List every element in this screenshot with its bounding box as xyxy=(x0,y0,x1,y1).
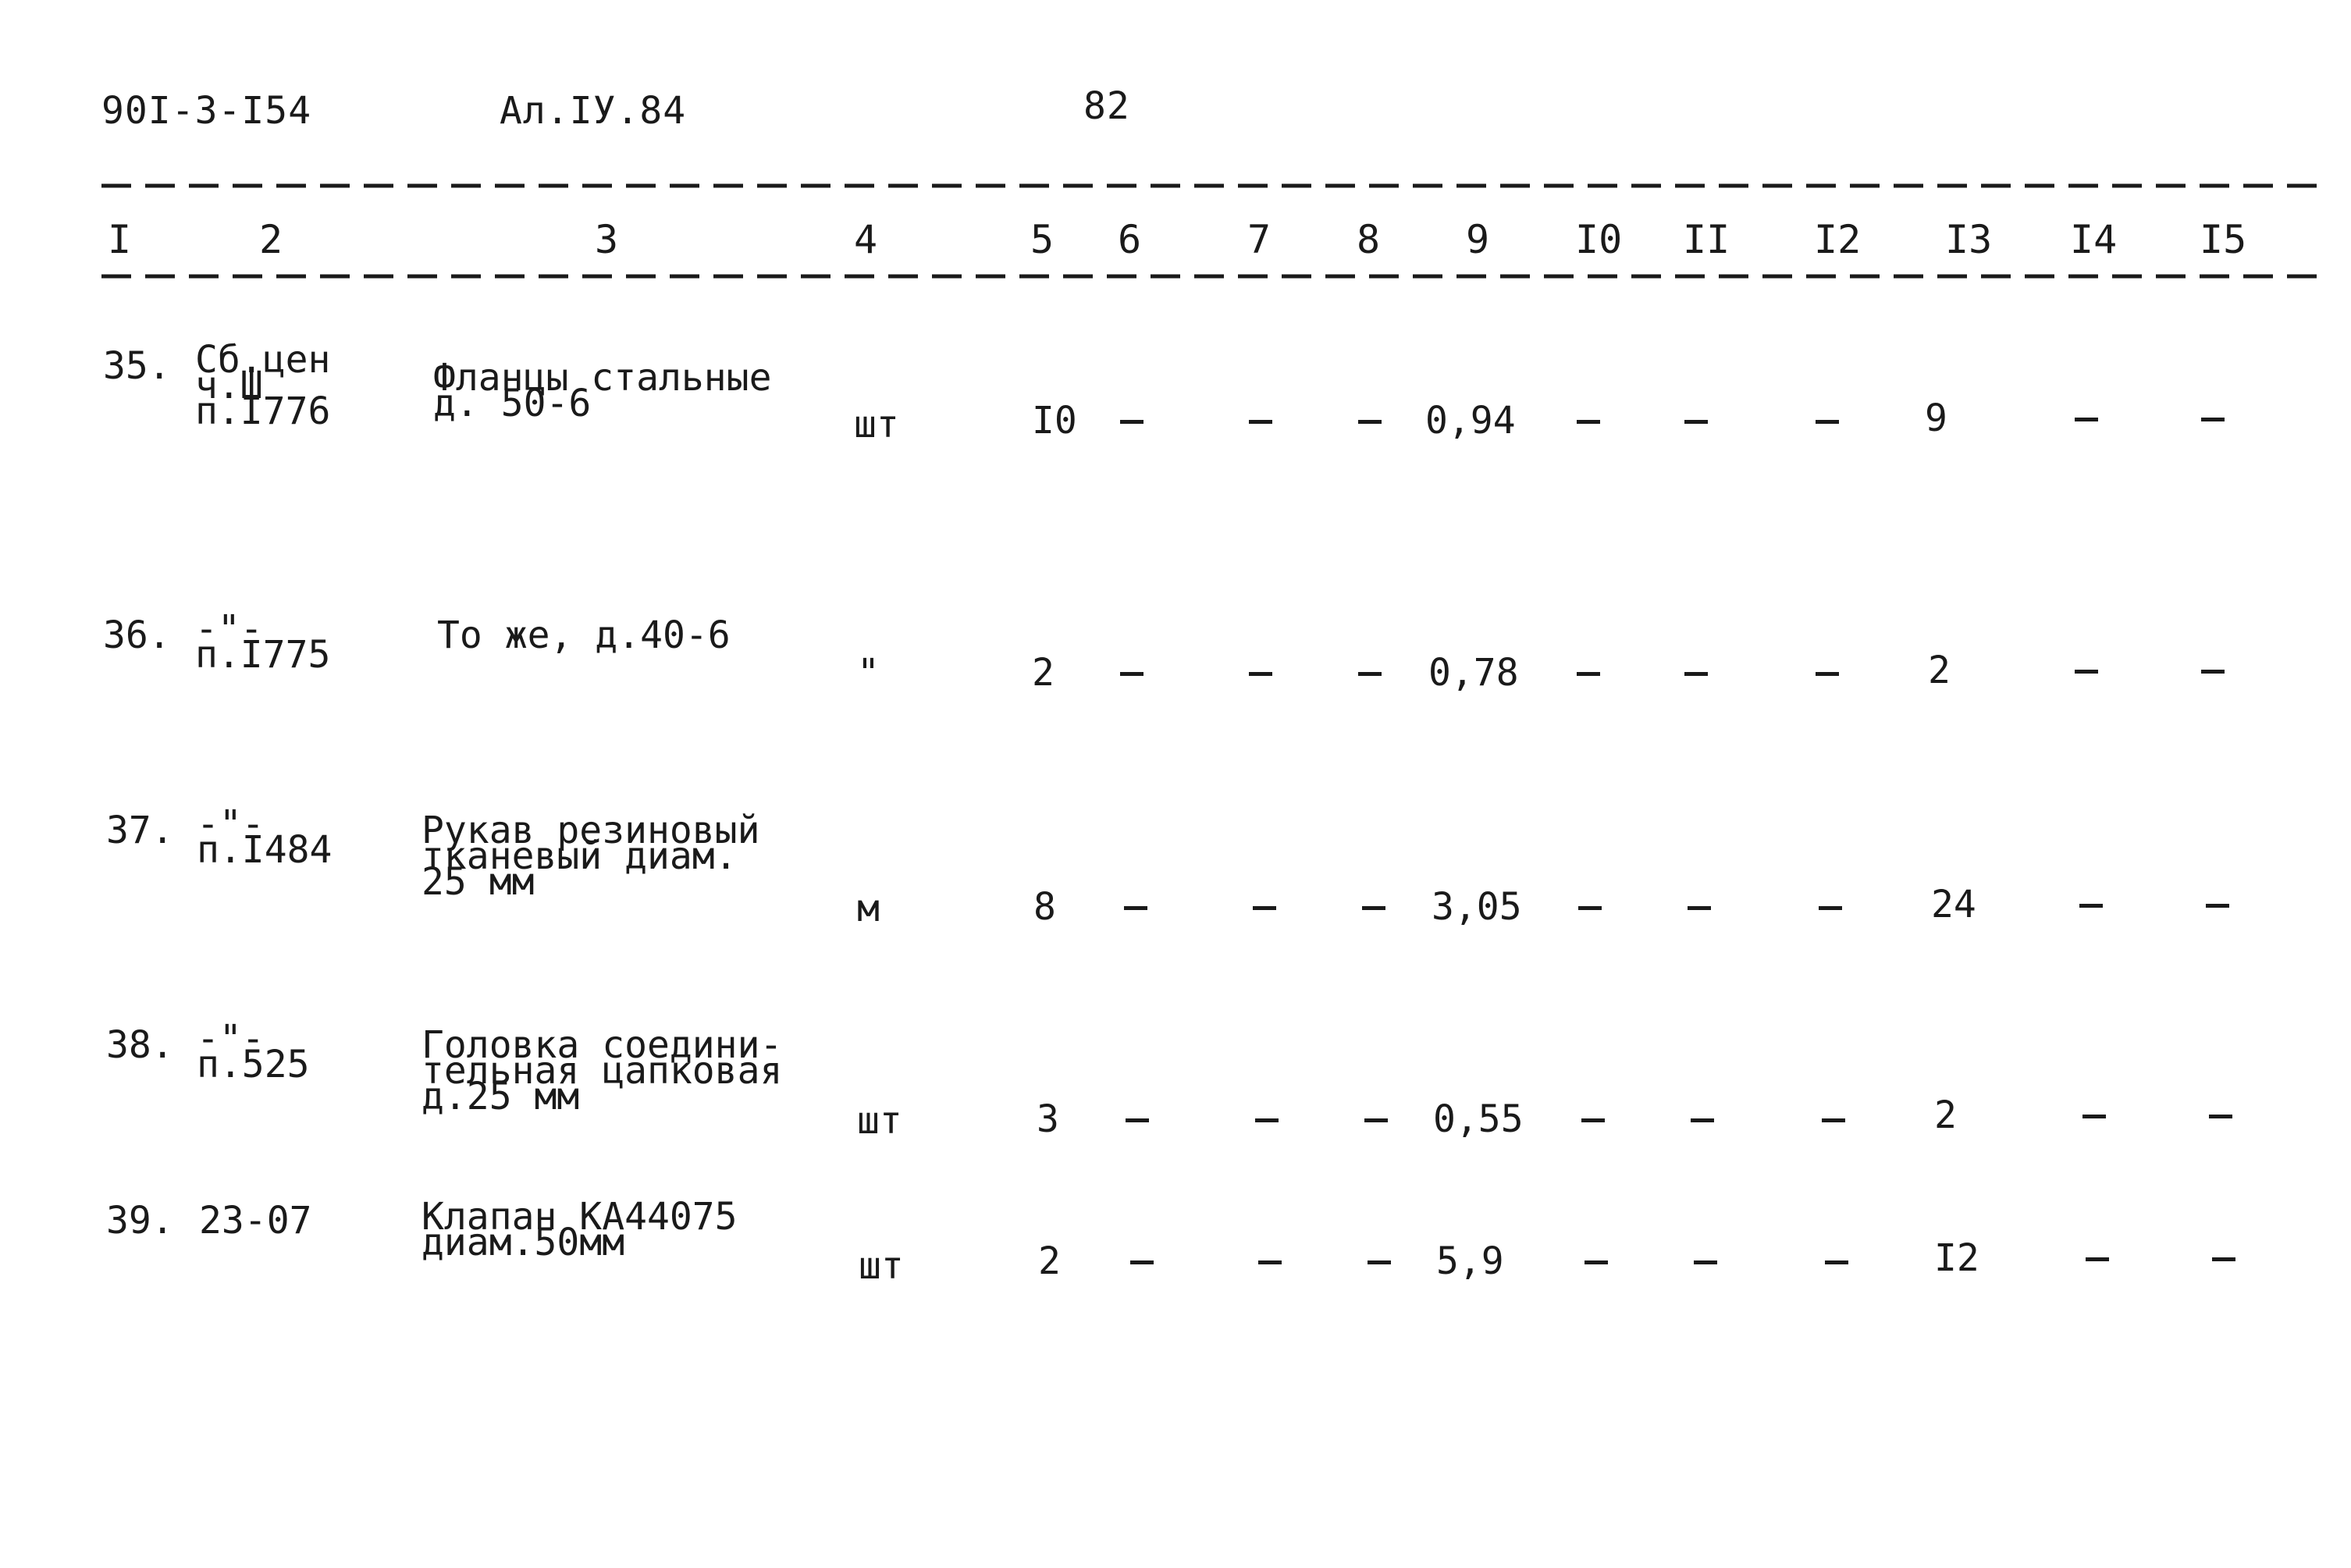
dash xyxy=(2206,904,2229,908)
dash xyxy=(1816,420,1839,424)
dash xyxy=(1816,672,1839,676)
row-number: 35. xyxy=(103,344,171,388)
dash xyxy=(1120,420,1143,424)
dash xyxy=(1819,906,1842,910)
dash xyxy=(1577,420,1600,424)
dash xyxy=(1368,1260,1391,1264)
row-number: 36. xyxy=(103,613,171,657)
dash xyxy=(1581,1118,1605,1122)
column-number: 7 xyxy=(1247,217,1272,262)
price-reference: Сб.цен ч.Ш п.I776 xyxy=(195,338,331,433)
value-col9: 0,94 xyxy=(1425,399,1516,443)
column-number: 5 xyxy=(1030,217,1055,262)
column-number: I3 xyxy=(1945,217,1993,262)
value-col9: 5,9 xyxy=(1436,1239,1504,1283)
dash xyxy=(2209,1115,2232,1118)
dash xyxy=(1126,1118,1149,1122)
dash xyxy=(1253,906,1276,910)
dash xyxy=(2075,418,2098,421)
value-col13: 9 xyxy=(1925,396,1947,440)
price-reference: -"- п.I775 xyxy=(195,607,331,677)
item-name: Клапан КА44075 диам.50мм xyxy=(421,1195,738,1264)
value-col13: I2 xyxy=(1934,1236,1979,1280)
column-number: 9 xyxy=(1466,217,1490,262)
quantity: I0 xyxy=(1032,399,1077,443)
header-top-rule xyxy=(101,183,2318,188)
value-col9: 0,55 xyxy=(1433,1097,1524,1141)
column-number: I xyxy=(108,217,132,262)
unit: шт xyxy=(859,1244,904,1288)
dash xyxy=(2079,904,2103,908)
dash xyxy=(1684,420,1708,424)
unit: шт xyxy=(857,1099,902,1143)
quantity: 8 xyxy=(1033,885,1056,929)
value-col13: 2 xyxy=(1928,649,1951,692)
value-col13: 24 xyxy=(1931,883,1976,926)
column-number: 8 xyxy=(1357,217,1381,262)
dash xyxy=(2082,1115,2106,1118)
dash xyxy=(2201,418,2225,421)
row-number: 39. xyxy=(106,1199,174,1243)
value-col9: 0,78 xyxy=(1428,651,1519,695)
dash xyxy=(1691,1118,1714,1122)
column-number: I0 xyxy=(1575,217,1623,262)
value-col13: 2 xyxy=(1934,1093,1957,1137)
album-number: Ал.IУ.84 xyxy=(500,89,687,133)
dash xyxy=(1258,1260,1282,1264)
dash xyxy=(2212,1257,2235,1261)
dash xyxy=(1822,1118,1845,1122)
dash xyxy=(1124,906,1147,910)
price-reference: -"- п.I484 xyxy=(197,802,333,872)
dash xyxy=(2201,670,2225,674)
unit: шт xyxy=(854,403,899,446)
dash xyxy=(1364,1118,1388,1122)
dash xyxy=(1578,906,1602,910)
item-name: То же, д.40-6 xyxy=(437,613,731,657)
dash xyxy=(1120,672,1143,676)
dash xyxy=(2075,670,2098,674)
dash xyxy=(1694,1260,1717,1264)
column-number: I4 xyxy=(2070,217,2118,262)
dash xyxy=(1255,1118,1279,1122)
header-bottom-rule xyxy=(101,274,2318,279)
item-name: Головка соедини- тельная цапковая д.25 мм xyxy=(421,1023,783,1118)
column-number: 3 xyxy=(595,217,619,262)
column-number: II xyxy=(1683,217,1730,262)
quantity: 2 xyxy=(1032,651,1055,695)
price-reference: 23-07 xyxy=(199,1199,312,1243)
item-name: Рукав резиновый тканевый диам. 25 мм xyxy=(421,809,760,904)
dash xyxy=(1585,1260,1608,1264)
column-number: I2 xyxy=(1814,217,1862,262)
item-name: Фланцы стальные д. 50-6 xyxy=(433,356,772,425)
page-number: 82 xyxy=(1083,84,1130,128)
dash xyxy=(1249,672,1272,676)
row-number: 38. xyxy=(106,1023,174,1067)
dash xyxy=(1358,420,1382,424)
unit: м xyxy=(857,887,880,930)
dash xyxy=(1577,672,1600,676)
dash xyxy=(1358,672,1382,676)
dash xyxy=(2086,1257,2109,1261)
dash xyxy=(1130,1260,1154,1264)
column-number: 2 xyxy=(259,217,283,262)
dash xyxy=(1249,420,1272,424)
column-number: 6 xyxy=(1118,217,1142,262)
unit: " xyxy=(857,651,880,695)
quantity: 3 xyxy=(1037,1097,1059,1141)
column-number: I5 xyxy=(2200,217,2247,262)
document-code: 90I-3-I54 xyxy=(101,89,312,133)
quantity: 2 xyxy=(1038,1239,1061,1283)
value-col9: 3,05 xyxy=(1432,885,1522,929)
row-number: 37. xyxy=(106,809,174,852)
column-number: 4 xyxy=(854,217,878,262)
price-reference: -"- п.525 xyxy=(197,1017,310,1086)
dash xyxy=(1825,1260,1848,1264)
dash xyxy=(1688,906,1711,910)
dash xyxy=(1684,672,1708,676)
dash xyxy=(1362,906,1385,910)
